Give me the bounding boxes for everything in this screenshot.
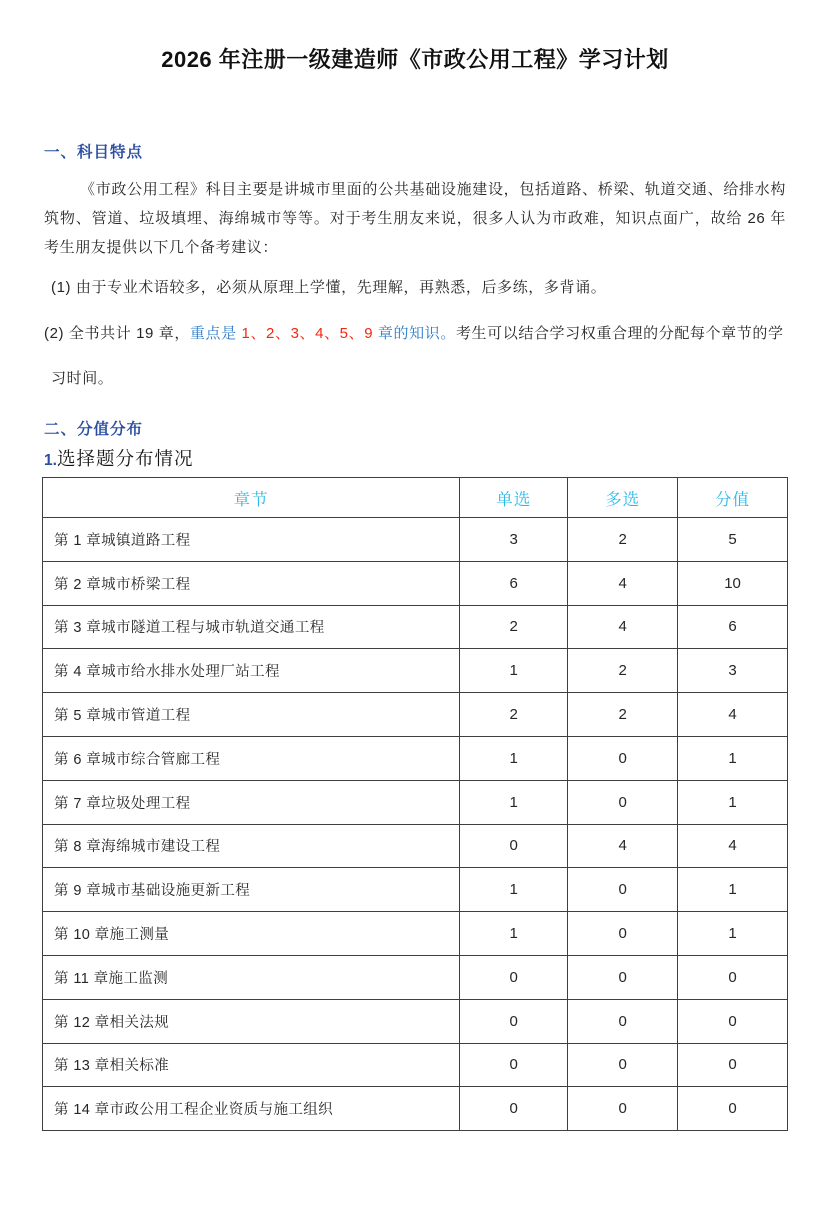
table-row bbox=[43, 1043, 788, 1087]
cell-chapter: 第 13 章相关标准 bbox=[43, 1043, 460, 1087]
score-distribution-table bbox=[42, 477, 788, 1131]
cell-single-choice: 0 bbox=[460, 1043, 568, 1087]
table-subtitle-text: 选择题分布情况 bbox=[56, 448, 194, 469]
cell-score: 1 bbox=[678, 736, 788, 780]
cell-multi-choice: 2 bbox=[568, 518, 678, 562]
table-row bbox=[43, 605, 788, 649]
cell-chapter: 第 4 章城市给水排水处理厂站工程 bbox=[43, 649, 460, 693]
cell-score: 5 bbox=[678, 518, 788, 562]
cell-single-choice: 0 bbox=[460, 824, 568, 868]
cell-multi-choice: 0 bbox=[568, 1087, 678, 1131]
cell-single-choice: 1 bbox=[460, 649, 568, 693]
section-heading-subject-features: 一、科目特点 bbox=[44, 144, 144, 161]
cell-single-choice: 6 bbox=[460, 561, 568, 605]
document-page bbox=[0, 44, 830, 1131]
cell-score: 0 bbox=[678, 1043, 788, 1087]
cell-chapter: 第 3 章城市隧道工程与城市轨道交通工程 bbox=[43, 605, 460, 649]
table-header-row bbox=[43, 478, 788, 518]
column-header-single-choice: 单选 bbox=[460, 478, 568, 518]
cell-score: 6 bbox=[678, 605, 788, 649]
cell-multi-choice: 0 bbox=[568, 780, 678, 824]
cell-single-choice: 2 bbox=[460, 605, 568, 649]
cell-chapter: 第 12 章相关法规 bbox=[43, 999, 460, 1043]
cell-chapter: 第 1 章城镇道路工程 bbox=[43, 518, 460, 562]
cell-chapter: 第 10 章施工测量 bbox=[43, 912, 460, 956]
cell-single-choice: 1 bbox=[460, 868, 568, 912]
cell-multi-choice: 0 bbox=[568, 912, 678, 956]
cell-score: 3 bbox=[678, 649, 788, 693]
table-row bbox=[43, 736, 788, 780]
section-heading-score-distribution: 二、分值分布 bbox=[44, 421, 144, 438]
advice-item-1: (1) 由于专业术语较多，必须从原理上学懂，先理解，再熟悉，后多练，多背诵。 bbox=[51, 279, 607, 296]
cell-score: 1 bbox=[678, 912, 788, 956]
document-title: 2026 年注册一级建造师《市政公用工程》学习计划 bbox=[161, 47, 669, 72]
advice-item-2 bbox=[44, 311, 786, 401]
table-row bbox=[43, 693, 788, 737]
cell-score: 4 bbox=[678, 693, 788, 737]
cell-multi-choice: 4 bbox=[568, 561, 678, 605]
table-subtitle-number: 1. bbox=[44, 452, 57, 469]
cell-multi-choice: 2 bbox=[568, 649, 678, 693]
cell-score: 4 bbox=[678, 824, 788, 868]
table-row bbox=[43, 1087, 788, 1131]
table-row bbox=[43, 518, 788, 562]
table-row bbox=[43, 999, 788, 1043]
cell-single-choice: 3 bbox=[460, 518, 568, 562]
cell-score: 1 bbox=[678, 780, 788, 824]
advice-item-2-emphasis-tail: 章的知识。 bbox=[377, 325, 456, 342]
table-body bbox=[43, 518, 788, 1131]
cell-score: 0 bbox=[678, 1087, 788, 1131]
cell-chapter: 第 6 章城市综合管廊工程 bbox=[43, 736, 460, 780]
cell-chapter: 第 5 章城市管道工程 bbox=[43, 693, 460, 737]
table-row bbox=[43, 912, 788, 956]
cell-multi-choice: 0 bbox=[568, 1043, 678, 1087]
cell-single-choice: 0 bbox=[460, 999, 568, 1043]
table-row bbox=[43, 824, 788, 868]
advice-item-2-suffix: 考生可以结合学习权重合理的分配每个章节的学习时间。 bbox=[51, 325, 784, 387]
cell-chapter: 第 7 章垃圾处理工程 bbox=[43, 780, 460, 824]
advice-item-2-emphasis-lead: 重点是 bbox=[189, 325, 242, 342]
cell-single-choice: 1 bbox=[460, 912, 568, 956]
cell-score: 10 bbox=[678, 561, 788, 605]
cell-multi-choice: 0 bbox=[568, 868, 678, 912]
table-row bbox=[43, 868, 788, 912]
table-row bbox=[43, 780, 788, 824]
cell-multi-choice: 0 bbox=[568, 955, 678, 999]
cell-score: 0 bbox=[678, 999, 788, 1043]
column-header-multi-choice: 多选 bbox=[568, 478, 678, 518]
table-header bbox=[43, 478, 788, 518]
column-header-score: 分值 bbox=[678, 478, 788, 518]
cell-multi-choice: 4 bbox=[568, 824, 678, 868]
cell-chapter: 第 2 章城市桥梁工程 bbox=[43, 561, 460, 605]
cell-multi-choice: 0 bbox=[568, 999, 678, 1043]
cell-multi-choice: 4 bbox=[568, 605, 678, 649]
cell-chapter: 第 14 章市政公用工程企业资质与施工组织 bbox=[43, 1087, 460, 1131]
column-header-chapter: 章节 bbox=[43, 478, 460, 518]
cell-single-choice: 2 bbox=[460, 693, 568, 737]
cell-chapter: 第 11 章施工监测 bbox=[43, 955, 460, 999]
cell-single-choice: 1 bbox=[460, 780, 568, 824]
cell-chapter: 第 9 章城市基础设施更新工程 bbox=[43, 868, 460, 912]
cell-multi-choice: 0 bbox=[568, 736, 678, 780]
cell-chapter: 第 8 章海绵城市建设工程 bbox=[43, 824, 460, 868]
cell-score: 1 bbox=[678, 868, 788, 912]
subject-intro-paragraph: 《市政公用工程》科目主要是讲城市里面的公共基础设施建设，包括道路、桥梁、轨道交通、给排水构筑物、管道、垃圾填埋、海绵城市等等。对于考生朋友来说，很多人认为市政难，知识点面广，故给 26 年考生朋友提供以下几个备考建议： bbox=[44, 181, 786, 256]
table-row bbox=[43, 561, 788, 605]
cell-score: 0 bbox=[678, 955, 788, 999]
cell-single-choice: 0 bbox=[460, 1087, 568, 1131]
table-row bbox=[43, 955, 788, 999]
cell-single-choice: 0 bbox=[460, 955, 568, 999]
cell-multi-choice: 2 bbox=[568, 693, 678, 737]
table-subtitle bbox=[44, 446, 786, 474]
advice-item-2-key-chapters: 1、2、3、4、5、9 bbox=[241, 325, 378, 342]
table-row bbox=[43, 649, 788, 693]
advice-item-2-prefix: (2) 全书共计 19 章， bbox=[44, 325, 190, 342]
cell-single-choice: 1 bbox=[460, 736, 568, 780]
